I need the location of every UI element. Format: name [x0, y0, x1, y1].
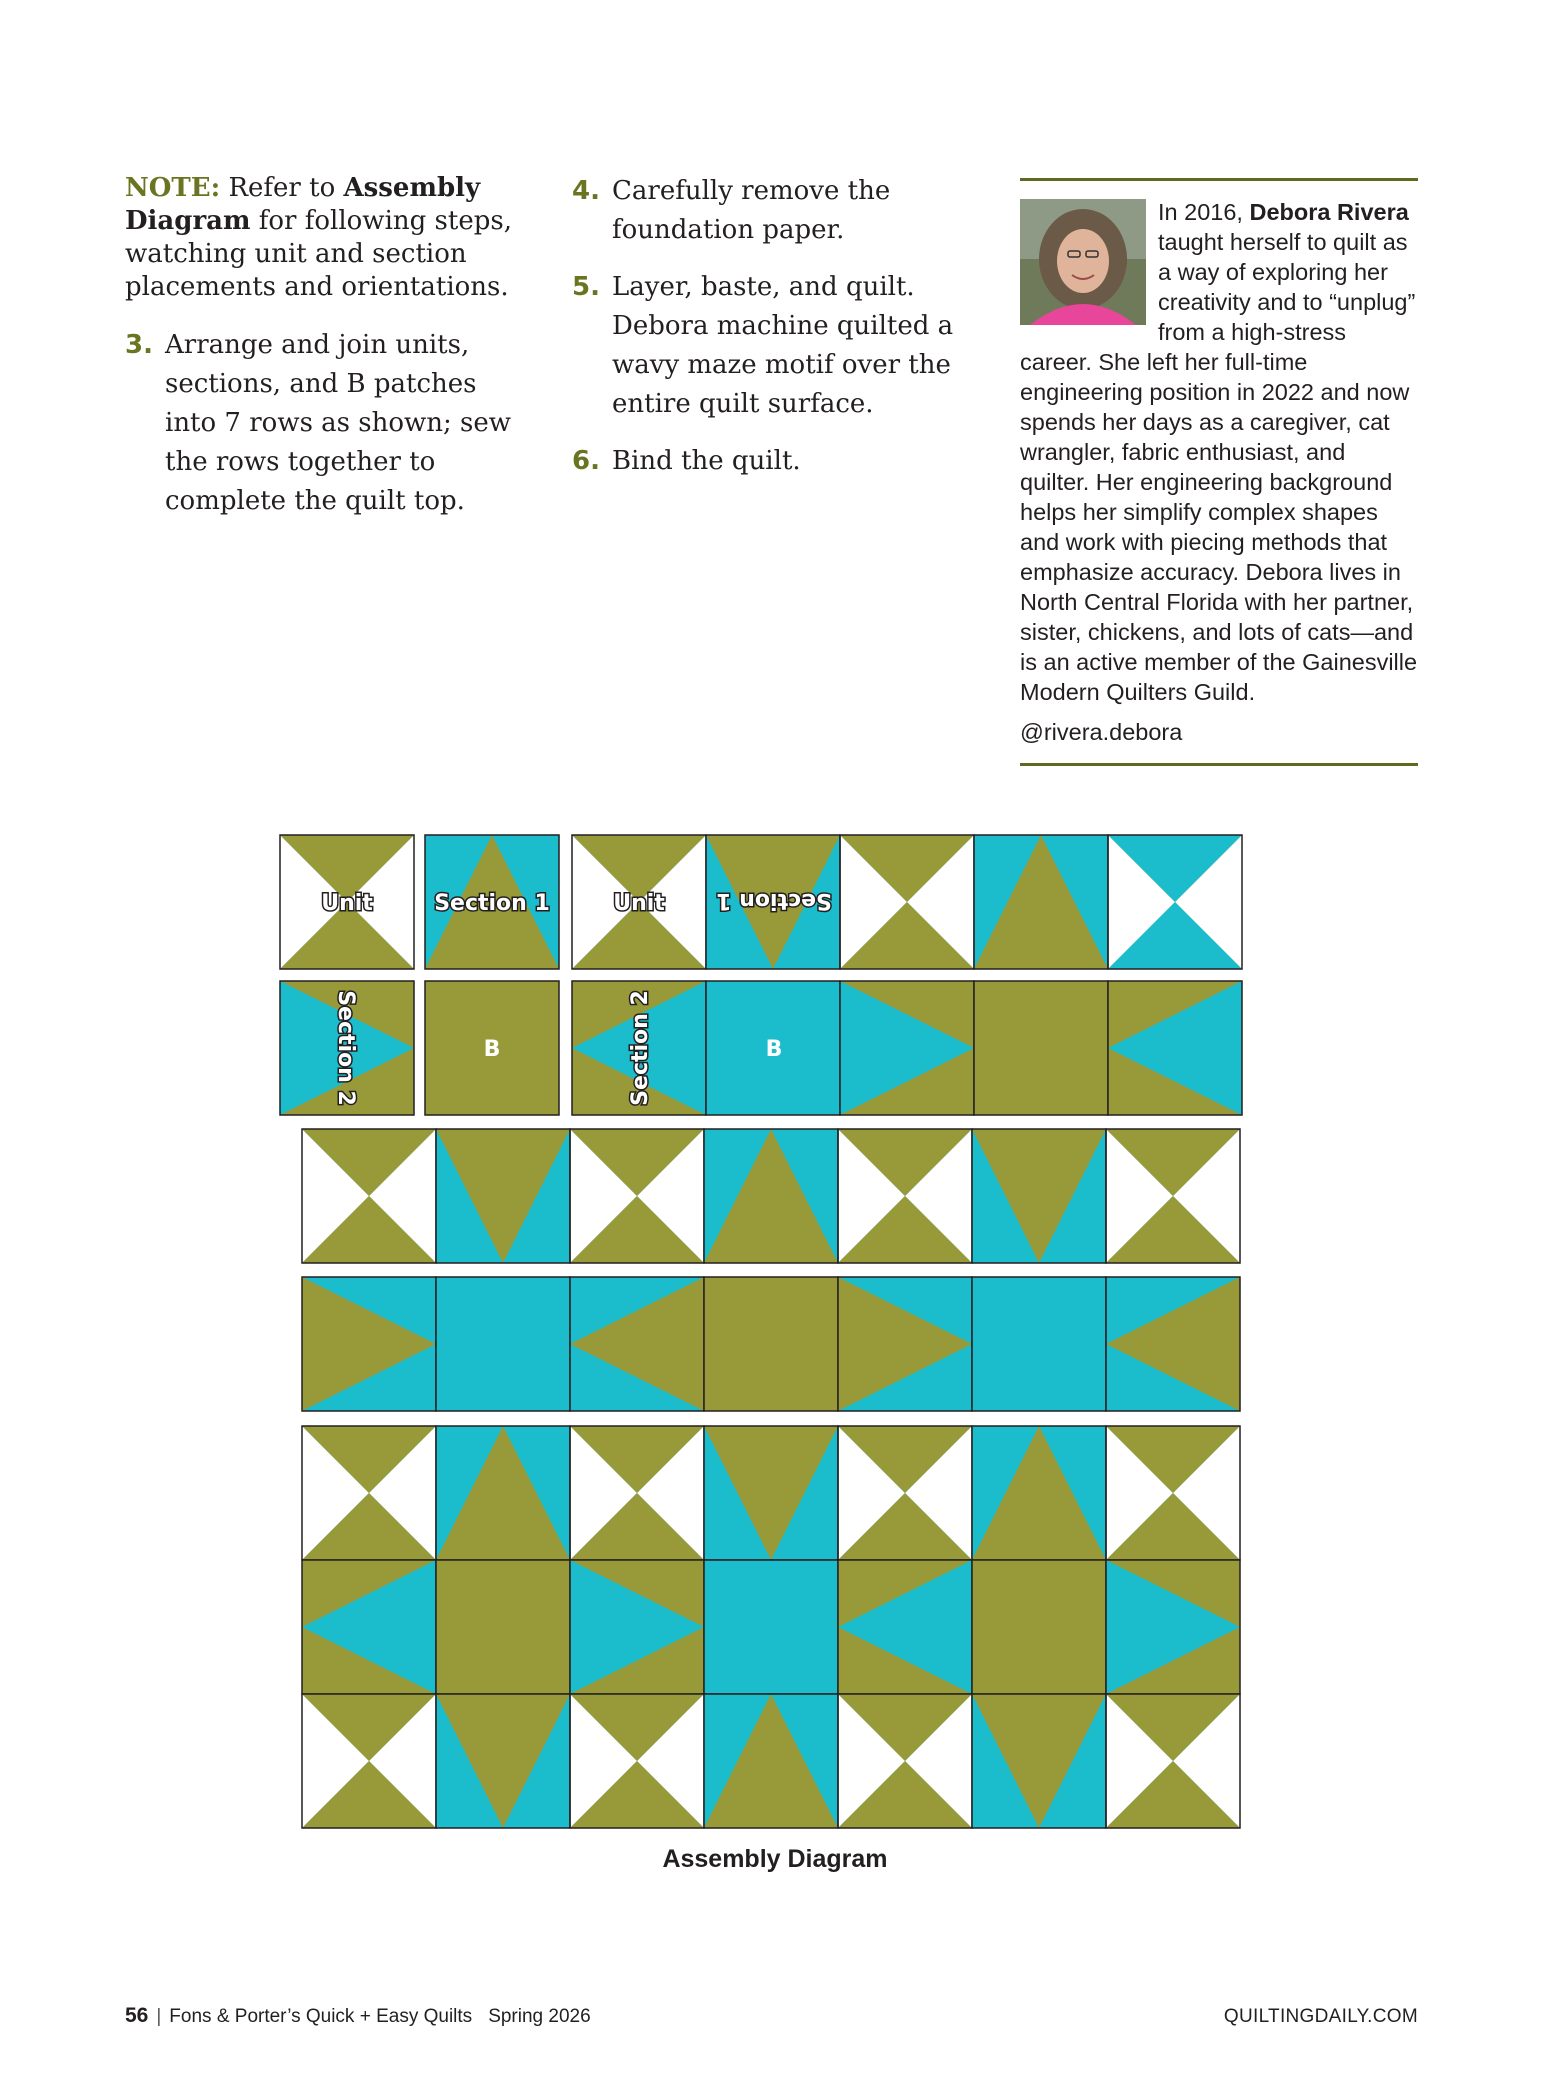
label-unit: Unit [613, 891, 665, 916]
publication-name: Fons & Porter’s Quick + Easy Quilts [169, 2006, 473, 2027]
patch-triangle [570, 1694, 704, 1761]
note-label: NOTE: [125, 173, 221, 203]
social-handle: @rivera.debora [1020, 719, 1183, 745]
patch-triangle [972, 1277, 1106, 1411]
patch-triangle [840, 902, 974, 969]
patch-triangle [840, 835, 974, 902]
designer-name: Debora Rivera [1249, 199, 1409, 225]
note-bold-ref: Assembly Diagram [125, 173, 481, 236]
step-text: Bind the quilt. [612, 446, 801, 476]
patch-triangle [302, 1761, 436, 1828]
label-section-1: Section 1 [434, 891, 550, 916]
patch-triangle [1106, 1196, 1240, 1263]
patch-triangle [570, 1493, 704, 1560]
label-section-1-rotated: Section 1 [716, 888, 832, 913]
patch-triangle [972, 1560, 1106, 1694]
patch-triangle [1108, 902, 1242, 969]
note-text-1: Refer to [220, 173, 344, 203]
patch-triangle [704, 1277, 838, 1411]
step-text: Carefully remove the foundation paper. [612, 176, 891, 245]
patch-triangle [1106, 1493, 1240, 1560]
patch-triangle [1106, 1694, 1240, 1761]
step-number: 3. [125, 330, 153, 360]
patch-triangle [436, 1277, 570, 1411]
step-number: 5. [572, 272, 600, 302]
patch-triangle [838, 1694, 972, 1761]
patch-triangle [1106, 1426, 1240, 1493]
patch-triangle [1106, 1129, 1240, 1196]
label-unit: Unit [321, 891, 373, 916]
footer-separator: | [156, 2006, 162, 2027]
patch-triangle [302, 1493, 436, 1560]
patch-triangle [1106, 1761, 1240, 1828]
step-number: 6. [572, 446, 600, 476]
quilt-blocks [280, 835, 1242, 1828]
patch-triangle [838, 1196, 972, 1263]
patch-triangle [838, 1129, 972, 1196]
patch-triangle [570, 1196, 704, 1263]
bio-body: taught herself to quilt as a way of exploring her creativity and to “unplug” from a high-stress career. She left her full-time engineering position in 2022 and now spends her days as a caregiver, cat wrangler, fabric enthusiast, and quilter. Her engineering background helps her simplify complex shapes and work with piecing methods that emphasize accuracy. Debora lives in North Central Florida with her partner, sister, chickens, and lots of cats—and is an active member of the Gainesville Modern Quilters Guild. [1020, 229, 1418, 705]
diagram-caption: Assembly Diagram [662, 1845, 888, 1873]
patch-triangle [838, 1426, 972, 1493]
patch-triangle [838, 1493, 972, 1560]
step-text: Arrange and join units, sections, and B patches into 7 rows as shown; sew the rows together to complete the quilt top. [165, 330, 512, 516]
patch-triangle [302, 1426, 436, 1493]
patch-triangle [436, 1560, 570, 1694]
patch-triangle [570, 1426, 704, 1493]
label-section-2-rotated: Section 2 [628, 990, 653, 1106]
patch-triangle [838, 1761, 972, 1828]
label-b: B [765, 1037, 783, 1062]
patch-triangle [570, 1761, 704, 1828]
patch-triangle [302, 1196, 436, 1263]
patch-triangle [302, 1129, 436, 1196]
note-text-2: for following steps, watching unit and section placements and orientations. [125, 206, 512, 302]
label-b: B [483, 1037, 501, 1062]
label-section-2-rotated: Section 2 [333, 990, 358, 1106]
patch-triangle [570, 1129, 704, 1196]
page-footer [125, 2004, 591, 2028]
step-number: 4. [572, 176, 600, 206]
page-number: 56 [125, 2004, 149, 2027]
bio-intro: In 2016, [1158, 199, 1250, 225]
patch-triangle [974, 981, 1108, 1115]
website-url: QUILTINGDAILY.COM [1223, 2006, 1418, 2027]
patch-triangle [704, 1560, 838, 1694]
step-text: Layer, baste, and quilt. Debora machine quilted a wavy maze motif over the entire quilt surface. [612, 272, 954, 419]
patch-triangle [302, 1694, 436, 1761]
patch-triangle [1108, 835, 1242, 902]
issue-season: Spring 2026 [488, 2006, 591, 2027]
